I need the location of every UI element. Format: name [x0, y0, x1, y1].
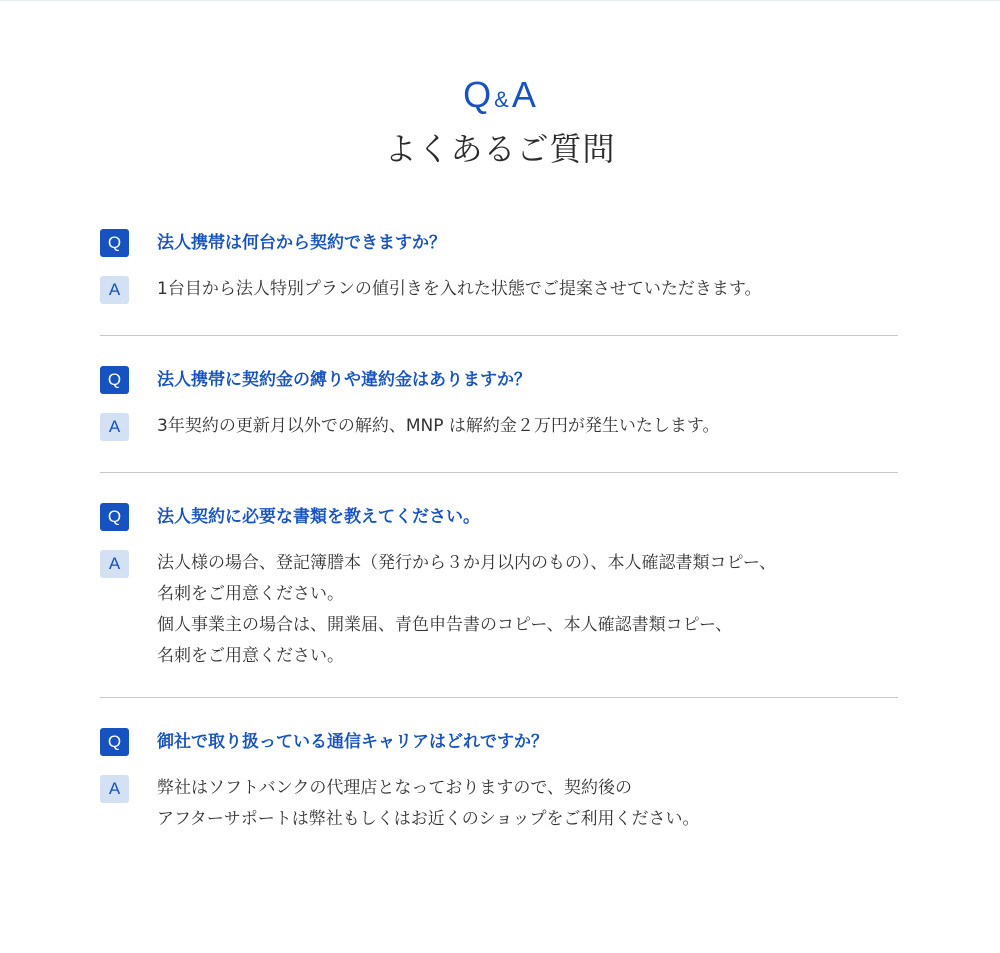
- question-text: 法人携帯に契約金の縛りや違約金はありますか？: [157, 370, 531, 390]
- page-title: よくあるご質問: [384, 130, 616, 168]
- divider: [100, 335, 898, 336]
- answer-text: [157, 274, 761, 305]
- qa-label-q: Q: [463, 74, 493, 115]
- qa-label-a: A: [511, 74, 537, 115]
- question-text: 法人契約に必要な書類を教えてください。: [157, 507, 480, 527]
- answer-badge: A: [100, 550, 129, 578]
- question-text: 御社で取り扱っている通信キャリアはどれですか？: [157, 732, 548, 752]
- question-text: 法人携帯は何台から契約できますか？: [157, 233, 446, 253]
- answer-line: 法人様の場合、登記簿謄本（発行から３か月以内のもの）、本人確認書類コピー、: [157, 553, 777, 573]
- answer-text: [157, 773, 699, 835]
- answer-line: 名刺をご用意ください。: [157, 646, 344, 666]
- question-badge: Q: [100, 503, 129, 531]
- answer-line: 名刺をご用意ください。: [157, 584, 344, 604]
- answer-line: 1台目から法人特別プランの値引きを入れた状態でご提案させていただきます。: [157, 279, 762, 299]
- qa-label: [0, 74, 1000, 121]
- answer-badge: A: [100, 276, 129, 304]
- answer-line: 弊社はソフトバンクの代理店となっておりますので、契約後の: [157, 778, 632, 798]
- answer-line: 3年契約の更新月以外での解約、MNP は解約金２万円が発生いたします。: [157, 416, 720, 436]
- question-badge: Q: [100, 728, 129, 756]
- answer-badge: A: [100, 775, 129, 803]
- answer-text: [157, 548, 776, 672]
- question-badge: Q: [100, 229, 129, 257]
- top-border: [0, 0, 1000, 1]
- divider: [100, 697, 898, 698]
- answer-line: 個人事業主の場合は、開業届、青色申告書のコピー、本人確認書類コピー、: [157, 615, 733, 635]
- question-badge: Q: [100, 366, 129, 394]
- divider: [100, 472, 898, 473]
- answer-badge: A: [100, 413, 129, 441]
- qa-label-amp: &: [494, 87, 510, 112]
- answer-line: アフターサポートは弊社もしくはお近くのショップをご利用ください。: [157, 809, 700, 829]
- answer-text: [157, 411, 720, 442]
- section-header: [0, 74, 1000, 171]
